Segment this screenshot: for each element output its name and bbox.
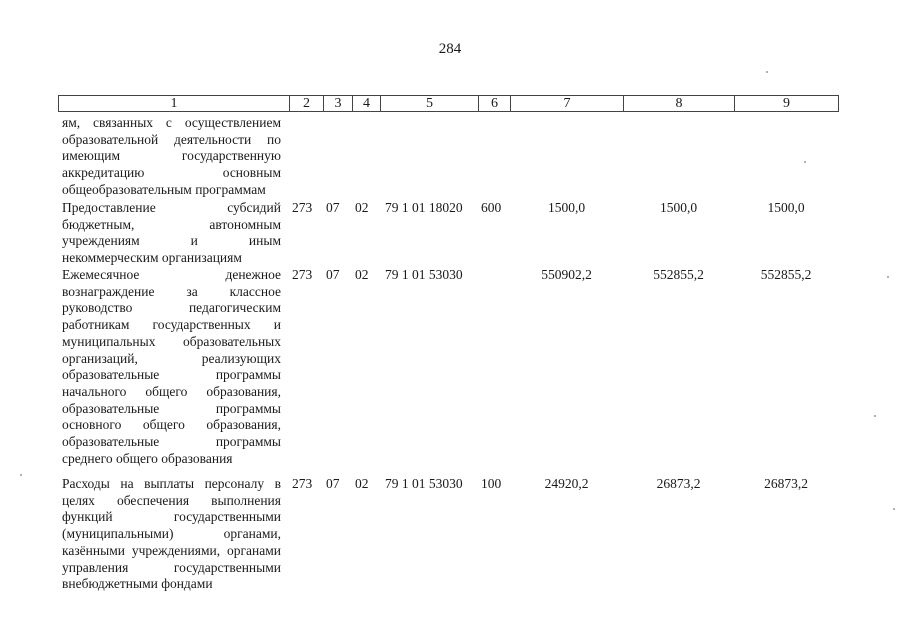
row-description: Предоставление субсидий бюджетным, автономным учреждениям и иным некоммерческим организациям [62,200,281,266]
scan-speck [874,415,876,417]
header-col-6: 6 [478,96,510,111]
row-description: ям, связанных с осуществлением образовательной деятельности по имеющим государственную аккредитацию основным общеобразовательным программам [62,115,281,197]
table-header [58,95,839,112]
cell-target-article: 79 1 01 18020 [385,200,463,215]
cell-subsection: 02 [355,267,369,282]
row-description: Ежемесячное денежное вознаграждение за классное руководство педагогическим работникам государственных и муниципальных образовательных организаций, реализующих образовательные программы начального общего образования, образовательные программы основного общего образования, образовательные программы среднего общего образования [62,267,281,466]
header-col-5: 5 [380,96,478,111]
cell-amount-year1: 550902,2 [541,267,592,282]
cell-target-article: 79 1 01 53030 [385,267,463,282]
cell-section: 07 [326,476,340,491]
header-col-2: 2 [289,96,323,111]
page-number: 284 [438,41,462,57]
header-col-9: 9 [734,96,838,111]
scan-speck [766,71,768,73]
cell-section: 07 [326,200,340,215]
cell-amount-year3: 1500,0 [767,200,805,215]
cell-amount-year1: 24920,2 [544,476,589,491]
cell-amount-year2: 552855,2 [653,267,704,282]
cell-amount-year1: 1500,0 [547,200,586,215]
scan-speck [804,161,806,163]
cell-target-article: 79 1 01 53030 [385,476,463,491]
cell-section: 07 [326,267,340,282]
scan-speck [893,508,895,510]
cell-amount-year2: 26873,2 [656,476,701,491]
cell-ministry: 273 [292,476,313,491]
cell-amount-year3: 552855,2 [760,267,812,282]
cell-expense-type: 600 [481,200,502,215]
header-col-7: 7 [510,96,623,111]
header-col-4: 4 [352,96,380,111]
header-col-3: 3 [323,96,352,111]
cell-ministry: 273 [292,267,313,282]
cell-amount-year2: 1500,0 [659,200,698,215]
scan-speck [20,474,22,476]
cell-ministry: 273 [292,200,313,215]
cell-subsection: 02 [355,200,369,215]
header-col-8: 8 [623,96,734,111]
cell-amount-year3: 26873,2 [764,476,808,491]
header-col-1: 1 [170,96,178,111]
cell-subsection: 02 [355,476,369,491]
cell-expense-type: 100 [481,476,502,491]
row-description: Расходы на выплаты персоналу в целях обеспечения выполнения функций государственными (муниципальными) органами, казёнными учреждениями, органами управления государственными внебюджетными фондами [62,476,281,592]
scan-speck [887,276,889,278]
